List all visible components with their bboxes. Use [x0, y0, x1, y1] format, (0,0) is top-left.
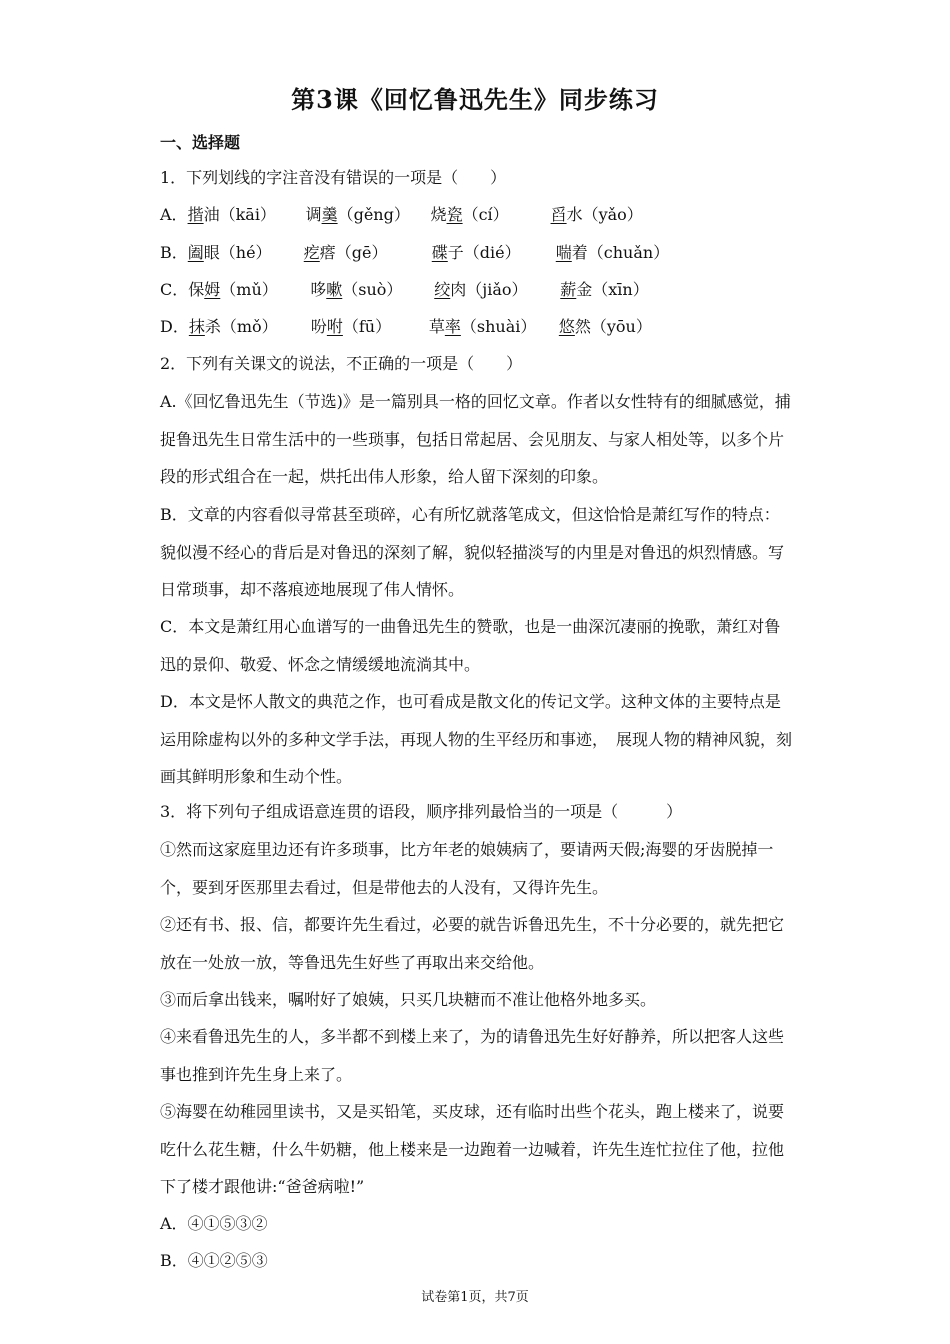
q3-sentence-1: ①然而这家庭里边还有许多琐事，比方年老的娘姨病了，要请两天假;海婴的牙齿脱掉一个，要到牙医那里去看过，但是带他去的人没有，又得许先生。 — [160, 840, 774, 897]
q3-sentence-3: ③而后拿出钱来，嘱咐好了娘姨，只买几块糖而不准让他格外地多买。 — [160, 990, 657, 1009]
q1-option-a: A．揩油（kāi） 调羹（gěng） 烧瓷（cí） 舀水（yǎo） — [160, 205, 643, 224]
section-heading: 一、选择题 — [160, 133, 241, 152]
q3-sentence-4: ④来看鲁迅先生的人，多半都不到楼上来了，为的请鲁迅先生好好静养，所以把客人这些事也推到许先生身上来了。 — [160, 1027, 785, 1084]
q3-sentence-5: ⑤海婴在幼稚园里读书，又是买铅笔，买皮球，还有临时出些个花头，跑上楼来了，说要吃什么花生糖，什么牛奶糖，他上楼来是一边跑着一边喊着，许先生连忙拉住了他，拉他下了楼才跟他讲:“爸爸病啦!” — [160, 1102, 785, 1196]
q3-sentence-2: ②还有书、报、信，都要许先生看过，必要的就告诉鲁迅先生，不十分必要的，就先把它放在一处放一放，等鲁迅先生好些了再取出来交给他。 — [160, 915, 785, 972]
q2-option-c: C．本文是萧红用心血谱写的一曲鲁迅先生的赞歌，也是一曲深沉凄丽的挽歌，萧红对鲁迅的景仰、敬爱、怀念之情缓缓地流淌其中。 — [160, 617, 781, 674]
q3-stem: 3．将下列句子组成语意连贯的语段，顺序排列最恰当的一项是（ ） — [160, 802, 683, 821]
q1-option-b: B．阖眼（hé） 疙瘩（gē） 碟子（dié） 喘着（chuǎn） — [160, 243, 670, 262]
q2-option-d: D．本文是怀人散文的典范之作，也可看成是散文化的传记文学。这种文体的主要特点是运用除虚构以外的多种文学手法，再现人物的生平经历和事迹， 展现人物的精神风貌，刻画其鲜明形象和生动个性。 — [160, 692, 793, 786]
q1-option-d: D．抹杀（mǒ） 吩咐（fū） 草率（shuài） 悠然（yōu） — [160, 317, 652, 336]
q1-option-c: C．保姆（mǔ） 哆嗽（suò） 绞肉（jiǎo） 薪金（xīn） — [160, 280, 649, 299]
q2-option-a: A.《回忆鲁迅先生（节选)》是一篇别具一格的回忆文章。作者以女性特有的细腻感觉，捕捉鲁迅先生日常生活中的一些琐事，包括日常起居、会见朋友、与家人相处等，以多个片段的形式组合在一起，烘托出伟人形象，给人留下深刻的印象。 — [160, 392, 791, 486]
q3-option-a: A．④①⑤③② — [160, 1214, 268, 1233]
page-footer: 试卷第1页，共7页 — [421, 1290, 529, 1305]
q3-option-b: B．④①②⑤③ — [160, 1251, 268, 1270]
q1-stem: 1．下列划线的字注音没有错误的一项是（ ） — [160, 168, 507, 187]
page-title: 第3课《回忆鲁迅先生》同步练习 — [291, 85, 659, 114]
q2-option-b: B．文章的内容看似寻常甚至琐碎，心有所忆就落笔成文，但这恰恰是萧红写作的特点：貌似漫不经心的背后是对鲁迅的深刻了解，貌似轻描淡写的内里是对鲁迅的炽烈情感。写日常琐事，却不落痕迹地展现了伟人情怀。 — [160, 505, 785, 599]
q2-stem: 2．下列有关课文的说法，不正确的一项是（ ） — [160, 354, 523, 373]
